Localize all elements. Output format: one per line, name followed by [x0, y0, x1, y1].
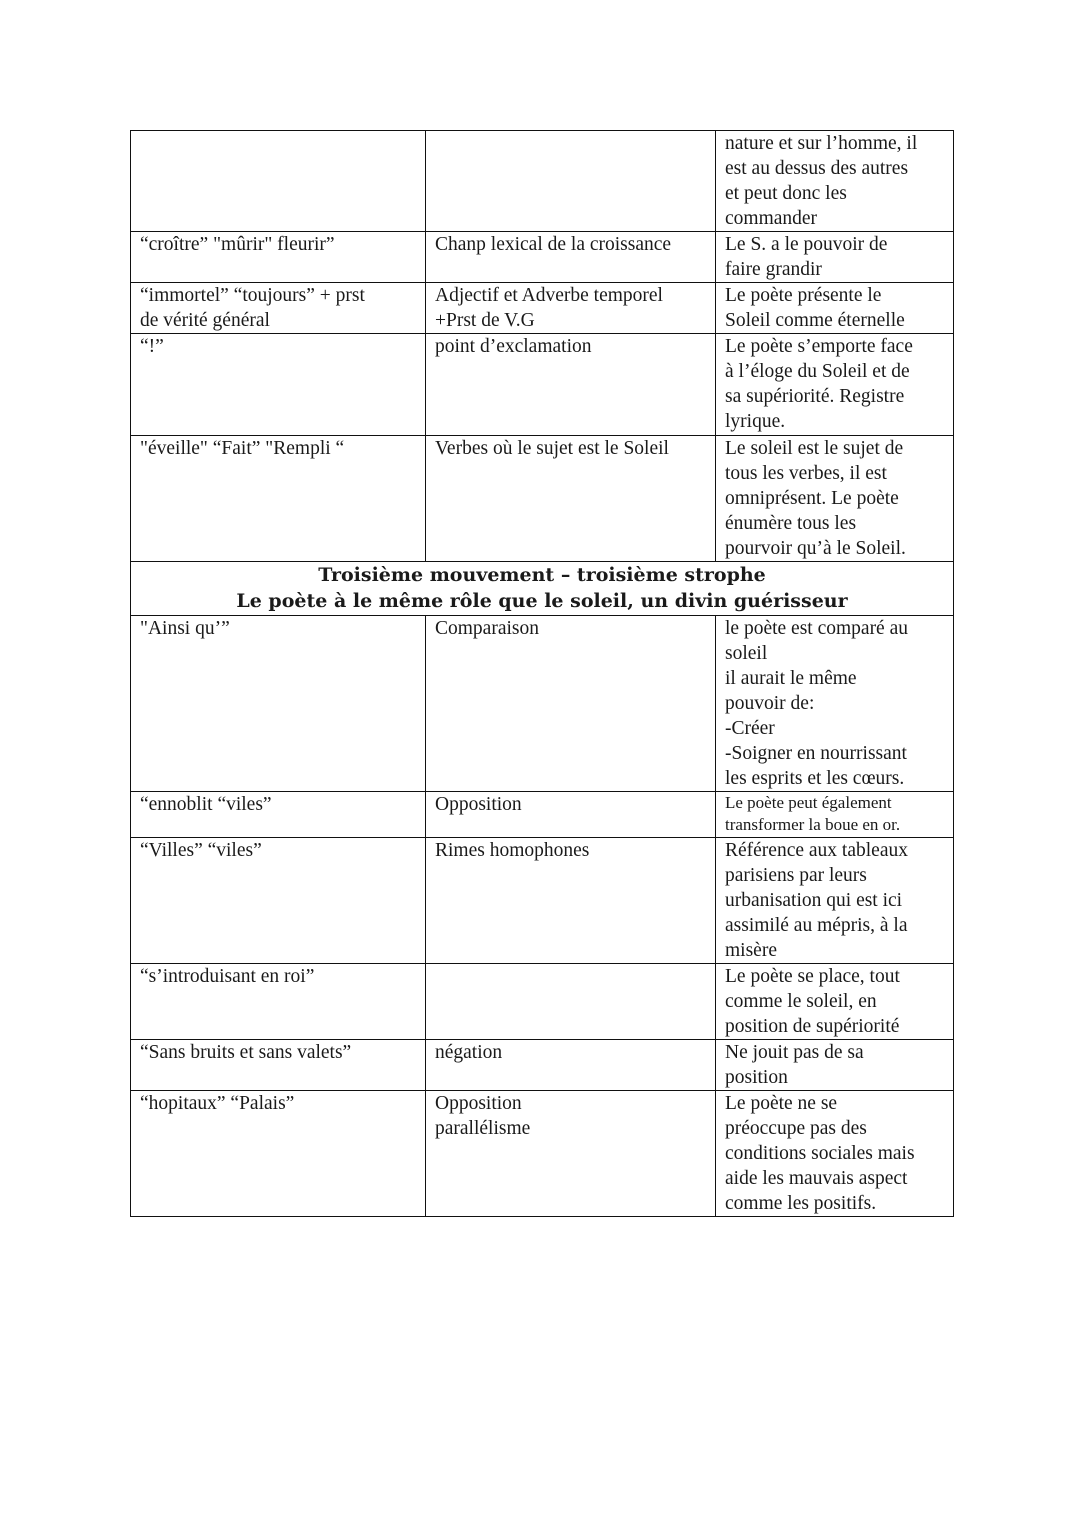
cell-line: à l’éloge du Soleil et de: [725, 361, 910, 382]
cell-line: “Villes” “viles”: [140, 840, 262, 861]
interpretation-cell: [716, 232, 954, 283]
cell-line: assimilé au mépris, à la: [725, 915, 908, 936]
interpretation-cell: [716, 792, 954, 838]
cell-line: soleil: [725, 643, 768, 664]
cell-line: omniprésent. Le poète: [725, 488, 899, 509]
cell-line: il aurait le même: [725, 668, 857, 689]
cell-line: lyrique.: [725, 411, 786, 432]
cell-line: position: [725, 1067, 788, 1088]
cell-line: Rimes homophones: [435, 840, 590, 861]
quote-cell: [131, 334, 426, 436]
quote-cell: [131, 1040, 426, 1091]
device-cell: [426, 283, 716, 334]
cell-line: “s’introduisant en roi”: [140, 966, 315, 987]
cell-line: "Ainsi qu’”: [140, 618, 230, 639]
cell-line: parisiens par leurs: [725, 865, 867, 886]
table-row: [131, 1091, 954, 1217]
cell-line: transformer la boue en or.: [725, 815, 901, 834]
cell-line: -Soigner en nourrissant: [725, 743, 907, 764]
table-row: [131, 616, 954, 792]
cell-line: “!”: [140, 336, 164, 357]
cell-line: Ne jouit pas de sa: [725, 1042, 864, 1063]
interpretation-cell: [716, 131, 954, 232]
quote-cell: [131, 792, 426, 838]
cell-line: +Prst de V.G: [435, 310, 535, 331]
cell-line: misère: [725, 940, 777, 961]
quote-cell: [131, 616, 426, 792]
device-cell: [426, 964, 716, 1040]
interpretation-cell: [716, 964, 954, 1040]
quote-cell: [131, 283, 426, 334]
device-cell: [426, 436, 716, 562]
table-row: [131, 1040, 954, 1091]
table-row: [131, 131, 954, 232]
cell-line: “Sans bruits et sans valets”: [140, 1042, 352, 1063]
quote-cell: [131, 838, 426, 964]
device-cell: [426, 1091, 716, 1217]
cell-line: Comparaison: [435, 618, 539, 639]
interpretation-cell: [716, 436, 954, 562]
section-header-row: [131, 562, 954, 616]
cell-line: et peut donc les: [725, 183, 847, 204]
interpretation-cell: [716, 838, 954, 964]
cell-line: Référence aux tableaux: [725, 840, 908, 861]
section-header-cell: [131, 562, 954, 616]
cell-line: Verbes où le sujet est le Soleil: [435, 438, 669, 459]
cell-line: tous les verbes, il est: [725, 463, 887, 484]
cell-line: Le poète peut également: [725, 793, 892, 812]
cell-line: le poète est comparé au: [725, 618, 908, 639]
quote-cell: [131, 131, 426, 232]
cell-line: comme le soleil, en: [725, 991, 877, 1012]
cell-line: Le poète ne se: [725, 1093, 838, 1114]
cell-line: pourvoir qu’à le Soleil.: [725, 538, 906, 559]
cell-line: “immortel” “toujours” + prst: [140, 285, 365, 306]
device-cell: [426, 616, 716, 792]
cell-line: "éveille" “Fait” "Rempli “: [140, 438, 345, 459]
cell-line: faire grandir: [725, 259, 822, 280]
cell-line: énumère tous les: [725, 513, 857, 534]
cell-line: sa supériorité. Registre: [725, 386, 905, 407]
cell-line: aide les mauvais aspect: [725, 1168, 908, 1189]
cell-line: “hopitaux” “Palais”: [140, 1093, 295, 1114]
device-cell: [426, 131, 716, 232]
interpretation-cell: [716, 334, 954, 436]
quote-cell: [131, 232, 426, 283]
cell-line: les esprits et les cœurs.: [725, 768, 905, 789]
interpretation-cell: [716, 1091, 954, 1217]
cell-line: urbanisation qui est ici: [725, 890, 903, 911]
cell-line: Le poète se place, tout: [725, 966, 900, 987]
cell-line: Opposition: [435, 794, 522, 815]
table-row: [131, 232, 954, 283]
section-subtitle: Le poète à le même rôle que le soleil, un divin guérisseur: [236, 590, 848, 612]
interpretation-cell: [716, 616, 954, 792]
cell-line: position de supériorité: [725, 1016, 900, 1037]
table-row: [131, 792, 954, 838]
table-row: [131, 283, 954, 334]
cell-line: de vérité général: [140, 310, 270, 331]
quote-cell: [131, 964, 426, 1040]
cell-line: est au dessus des autres: [725, 158, 909, 179]
cell-line: Le S. a le pouvoir de: [725, 234, 888, 255]
cell-line: Le poète présente le: [725, 285, 882, 306]
cell-line: préoccupe pas des: [725, 1118, 867, 1139]
cell-line: -Créer: [725, 718, 775, 739]
cell-line: “ennoblit “viles”: [140, 794, 272, 815]
cell-line: pouvoir de:: [725, 693, 815, 714]
cell-line: Adjectif et Adverbe temporel: [435, 285, 663, 306]
cell-line: Le poète s’emporte face: [725, 336, 913, 357]
cell-line: point d’exclamation: [435, 336, 592, 357]
analysis-table-body: [131, 131, 954, 1217]
device-cell: [426, 1040, 716, 1091]
cell-line: parallélisme: [435, 1118, 531, 1139]
interpretation-cell: [716, 283, 954, 334]
table-row: [131, 334, 954, 436]
cell-line: comme les positifs.: [725, 1193, 877, 1214]
quote-cell: [131, 1091, 426, 1217]
cell-line: Chanp lexical de la croissance: [435, 234, 672, 255]
cell-line: Opposition: [435, 1093, 522, 1114]
cell-line: nature et sur l’homme, il: [725, 133, 918, 154]
interpretation-cell: [716, 1040, 954, 1091]
table-row: [131, 964, 954, 1040]
cell-line: conditions sociales mais: [725, 1143, 915, 1164]
cell-line: Le soleil est le sujet de: [725, 438, 904, 459]
device-cell: [426, 334, 716, 436]
table-row: [131, 436, 954, 562]
device-cell: [426, 792, 716, 838]
device-cell: [426, 232, 716, 283]
quote-cell: [131, 436, 426, 562]
table-row: [131, 838, 954, 964]
cell-line: Soleil comme éternelle: [725, 310, 905, 331]
cell-line: commander: [725, 208, 818, 229]
section-title: Troisième mouvement – troisième strophe: [318, 564, 766, 586]
cell-line: “croître” "mûrir" fleurir”: [140, 234, 335, 255]
device-cell: [426, 838, 716, 964]
cell-line: négation: [435, 1042, 503, 1063]
analysis-table: [130, 130, 954, 1217]
